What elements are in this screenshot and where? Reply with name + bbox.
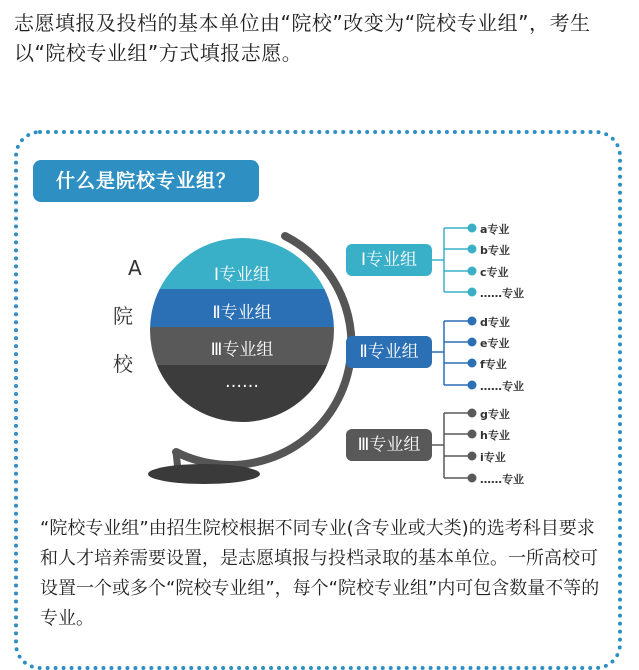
- major-item: ……专业: [480, 473, 524, 486]
- explanation-paragraph: “院校专业组”由招生院校根据不同专业(含专业或大类)的选考科目要求和人才培养需要设置，是志愿填报与投档录取的基本单位。一所高校可设置一个或多个“院校专业组”，每个“院校专业组”内可包含数量不等的专业。: [40, 518, 600, 629]
- group-2-dots: [468, 317, 477, 390]
- major-item: g专业: [480, 408, 510, 421]
- globe-base: [148, 464, 260, 484]
- globe-band-1-label: Ⅰ专业组: [213, 265, 270, 285]
- school-char-1: 院: [113, 304, 133, 328]
- group-3-box: Ⅲ专业组: [346, 429, 432, 461]
- group-3-dots: [468, 409, 477, 483]
- major-item: e专业: [480, 337, 510, 350]
- school-letter: A: [128, 256, 142, 280]
- major-item: b专业: [480, 244, 510, 257]
- globe-band-2-label: Ⅱ专业组: [212, 303, 272, 323]
- major-item: i专业: [480, 451, 506, 464]
- major-item: c专业: [480, 266, 509, 279]
- group-1-box: Ⅰ专业组: [346, 244, 432, 276]
- major-item: d专业: [480, 316, 510, 329]
- globe-band-3-label: Ⅲ专业组: [210, 340, 274, 360]
- globe-band-4-label: ……: [225, 372, 259, 392]
- school-char-2: 校: [113, 352, 133, 376]
- major-item: f专业: [480, 358, 507, 371]
- group-2-connectors: [432, 321, 470, 385]
- major-item: ……专业: [480, 287, 524, 300]
- major-item: a专业: [480, 223, 510, 236]
- group-1-connectors: [432, 228, 470, 292]
- major-item: ……专业: [480, 380, 524, 393]
- group-2-box: Ⅱ专业组: [346, 336, 432, 368]
- group-1-dots: [468, 224, 477, 297]
- major-item: h专业: [480, 429, 510, 442]
- intro-paragraph: 志愿填报及投档的基本单位由“院校”改变为“院校专业组”，考生以“院校专业组”方式填报志愿。: [14, 11, 591, 65]
- diagram-title: 什么是院校专业组？: [33, 160, 259, 202]
- group-3-connectors: [432, 413, 470, 478]
